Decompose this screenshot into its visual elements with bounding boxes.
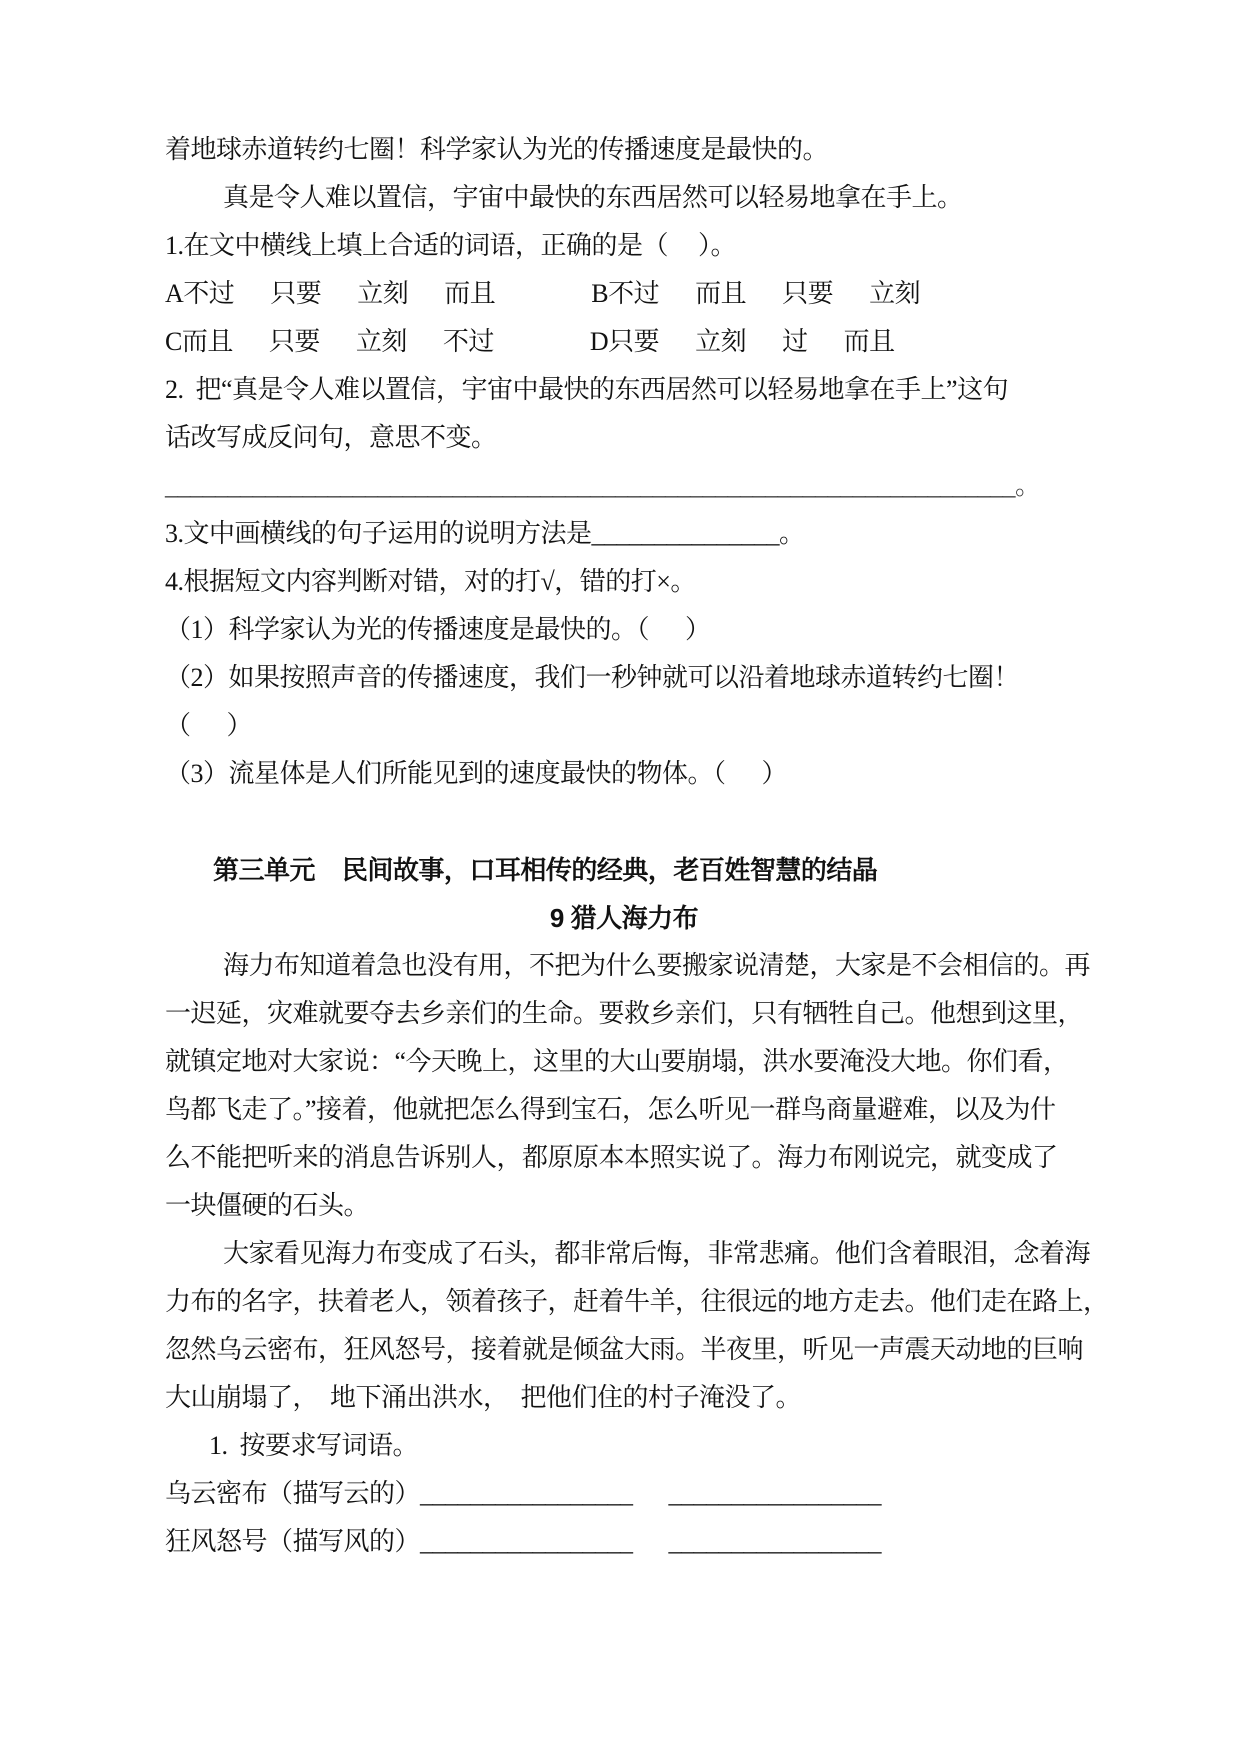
question-3: 3.文中画横线的句子运用的说明方法是_______________。 xyxy=(165,519,805,548)
passage-conclusion-line: 真是令人难以置信，宇宙中最快的东西居然可以轻易地拿在手上。 xyxy=(223,183,963,212)
question-4: 4.根据短文内容判断对错，对的打√，错的打×。 xyxy=(165,567,696,596)
unit-heading: 第三单元 民间故事，口耳相传的经典，老百姓智慧的结晶 xyxy=(213,855,878,885)
options-row-ab: A不过 只要 立刻 而且 B不过 而且 只要 立刻 xyxy=(165,279,921,308)
word-exercise-clouds: 乌云密布（描写云的）_________________ _________________ xyxy=(165,1479,882,1508)
story-paragraph-1-line-6: 一块僵硬的石头。 xyxy=(165,1191,370,1220)
story-paragraph-1-line-1: 海力布知道着急也没有用，不把为什么要搬家说清楚，大家是不会相信的。再 xyxy=(223,951,1091,980)
answer-blank-line: ____________________________________________________________________。 xyxy=(165,471,1041,500)
story-paragraph-2-line-4: 大山崩塌了， 地下涌出洪水， 把他们住的村子淹没了。 xyxy=(165,1383,802,1412)
word-exercise-wind: 狂风怒号（描写风的）_________________ _________________ xyxy=(165,1527,882,1556)
story-paragraph-1-line-5: 么不能把听来的消息告诉别人，都原原本本照实说了。海力布刚说完，就变成了 xyxy=(165,1143,1058,1172)
spacer xyxy=(165,798,1083,846)
question-4-item-3: （3）流星体是人们所能见到的速度最快的物体。（ ） xyxy=(165,759,788,788)
story-paragraph-2-line-2: 力布的名字，扶着老人，领着孩子，赶着牛羊，往很远的地方走去。他们走在路上， xyxy=(165,1287,1109,1316)
question-4-item-2-line-1: （2）如果按照声音的传播速度，我们一秒钟就可以沿着地球赤道转约七圈！ xyxy=(165,663,1020,692)
question-2-line-2: 话改写成反问句，意思不变。 xyxy=(165,423,497,452)
question-4-item-1: （1）科学家认为光的传播速度是最快的。（ ） xyxy=(165,615,711,644)
story-paragraph-1-line-3: 就镇定地对大家说：“今天晚上，这里的大山要崩塌，洪水要淹没大地。你们看， xyxy=(165,1047,1069,1076)
lesson-title: 9 猎人海力布 xyxy=(549,903,699,933)
story-paragraph-1-line-4: 鸟都飞走了。”接着，他就把怎么得到宝石，怎么听见一群鸟商量避难，以及为什 xyxy=(165,1095,1056,1124)
question-2-line-1: 2. 把“真是令人难以置信，宇宙中最快的东西居然可以轻易地拿在手上”这句 xyxy=(165,375,1009,404)
story-paragraph-2-line-3: 忽然乌云密布，狂风怒号，接着就是倾盆大雨。半夜里，听见一声震天动地的巨响 xyxy=(165,1335,1084,1364)
story-paragraph-1-line-2: 一迟延，灾难就要夺去乡亲们的生命。要救乡亲们，只有牺牲自己。他想到这里， xyxy=(165,999,1084,1028)
story-paragraph-2-line-1: 大家看见海力布变成了石头，都非常后悔，非常悲痛。他们含着眼泪，念着海 xyxy=(223,1239,1091,1268)
options-row-cd: C而且 只要 立刻 不过 D只要 立刻 过 而且 xyxy=(165,327,895,356)
exercise-1-heading: 1. 按要求写词语。 xyxy=(209,1431,419,1460)
question-1: 1.在文中横线上填上合适的词语，正确的是（ ）。 xyxy=(165,231,737,260)
passage-continuation-line: 着地球赤道转约七圈！科学家认为光的传播速度是最快的。 xyxy=(165,135,829,164)
question-4-item-2-parens: （ ） xyxy=(165,711,253,740)
